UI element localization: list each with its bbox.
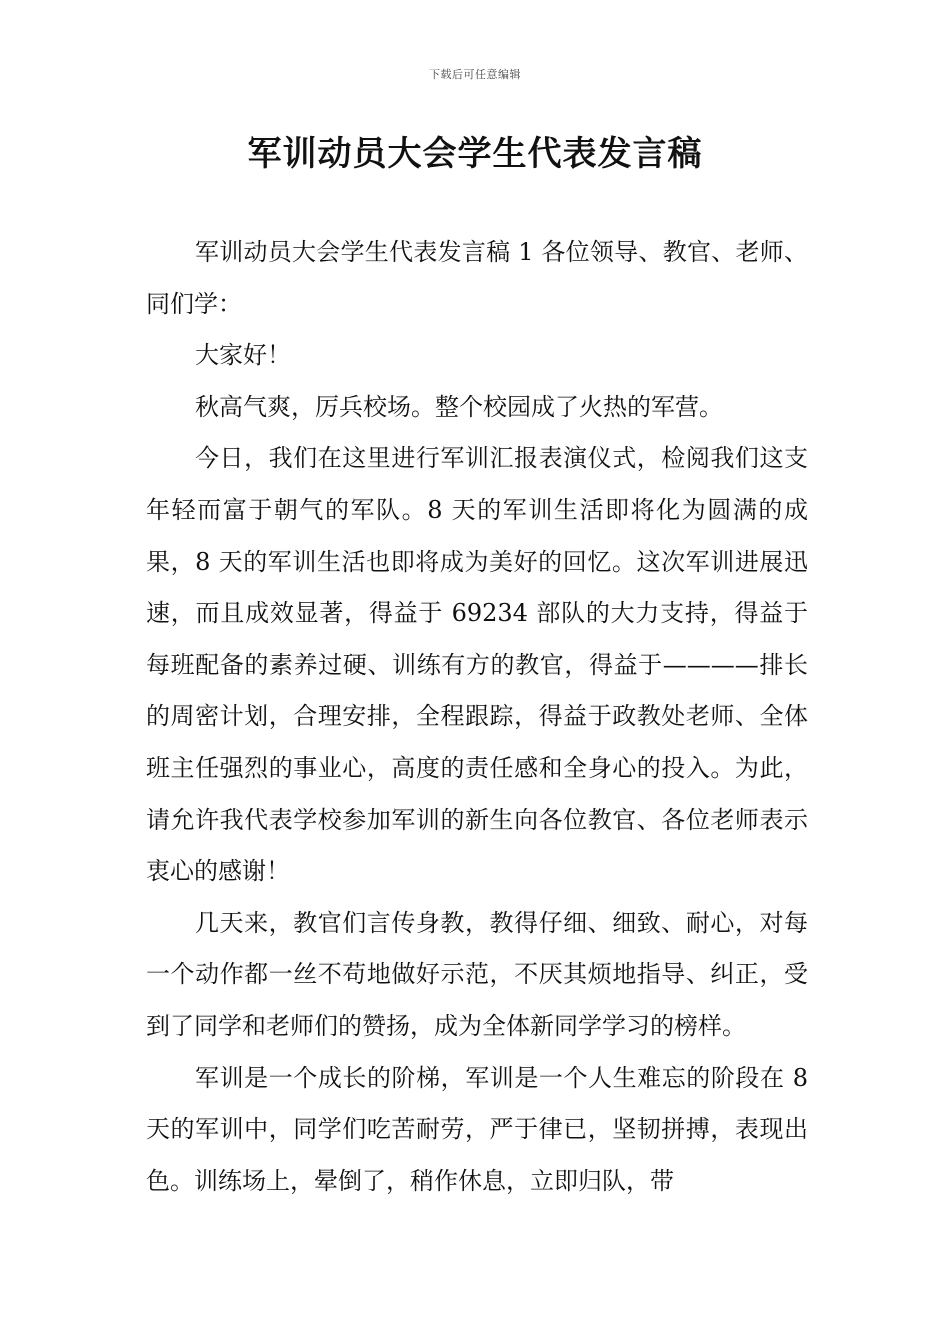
paragraph-1: 军训动员大会学生代表发言稿 1 各位领导、教官、老师、同们学：: [146, 238, 808, 318]
paragraph-3: 秋高气爽，厉兵校场。整个校园成了火热的军营。: [195, 392, 723, 421]
paragraph-6: 军训是一个成长的阶梯，军训是一个人生难忘的阶段在 8 天的军训中，同学们吃苦耐劳，严于律已，坚韧拼搏，表现出色。训练场上，晕倒了，稍作休息，立即归队，带: [146, 1063, 808, 1195]
paragraph-4: 今日，我们在这里进行军训汇报表演仪式，检阅我们这支年轻而富于朝气的军队。8 天的军训生活即将化为圆满的成果，8 天的军训生活也即将成为美好的回忆。这次军训进展迅速，而且成效显著，得益于 69234 部队的大力支持，得益于每班配备的素养过硬、训练有方的教官，得益于————排长的周密计划，合理安排，全程跟踪，得益于政教处老师、全体班主任强烈的事业心，高度的责任感和全身心的投入。为此，请允许我代表学校参加军训的新生向各位教官、各位老师表示衷心的感谢！: [146, 444, 808, 886]
paragraph-5: 几天来，教官们言传身教，教得仔细、细致、耐心，对每一个动作都一丝不苟地做好示范，不厌其烦地指导、纠正，受到了同学和老师们的赞扬，成为全体新同学学习的榜样。: [146, 908, 808, 1040]
page-title: 军训动员大会学生代表发言稿: [247, 134, 703, 174]
paragraph-2: 大家好！: [195, 341, 291, 370]
document-body: [146, 227, 808, 1207]
header-note: 下载后可任意编辑: [429, 68, 521, 81]
